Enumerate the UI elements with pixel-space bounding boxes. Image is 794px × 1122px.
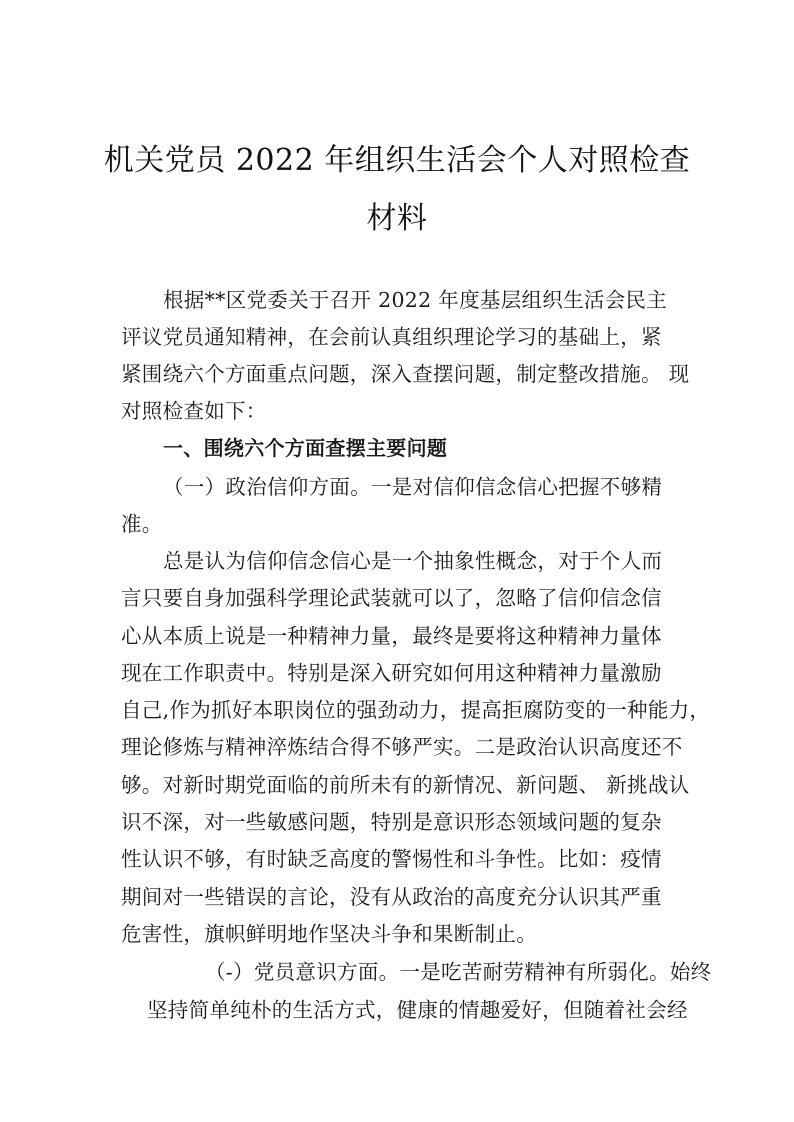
- paragraph-line: 危害性，旗帜鲜明地作坚决斗争和果断制止。: [121, 922, 537, 946]
- paragraph-line: 期间对一些错误的言论，没有从政治的高度充分认识其严重: [121, 885, 662, 909]
- paragraph-line: 言只要自身加强科学理论武装就可以了，忽略了信仰信念信: [121, 586, 662, 610]
- paragraph-line: 够。对新时期党面临的前所未有的新情况、新问题、 新挑战认: [121, 773, 690, 797]
- paragraph-line: 总是认为信仰信念信心是一个抽象性概念，对于个人而: [163, 549, 663, 573]
- paragraph-line: 自己,作为抓好本职岗位的强劲动力，提高拒腐防变的一种能力，: [121, 698, 711, 722]
- subsection-heading: （-）党员意识方面。一是吃苦耐劳精神有所弱化。始终: [205, 960, 712, 984]
- paragraph-line: 识不深，对一些敏感问题，特别是意识形态领域问题的复杂: [121, 810, 662, 834]
- paragraph-intro-line: 对照检查如下：: [121, 399, 267, 423]
- paragraph-line: 心从本质上说是一种精神力量，最终是要将这种精神力量体: [121, 624, 662, 648]
- paragraph-line: 现在工作职责中。特别是深入研究如何用这种精神力量激励: [121, 661, 662, 685]
- paragraph-intro-line: 根据**区党委关于召开 2022 年度基层组织生活会民主: [163, 288, 668, 312]
- paragraph-intro-line: 评议党员通知精神，在会前认真组织理论学习的基础上，紧: [121, 325, 662, 349]
- paragraph-line: 理论修炼与精神淬炼结合得不够严实。二是政治认识高度还不: [121, 735, 683, 759]
- paragraph-line: 坚持简单纯朴的生活方式，健康的情趣爱好，但随着社会经: [147, 998, 688, 1022]
- paragraph-intro-line: 紧围绕六个方面重点问题，深入查摆问题，制定整改措施。 现: [121, 362, 690, 386]
- document-title-line-2: 材料: [366, 201, 428, 236]
- subsection-heading: （一）政治信仰方面。一是对信仰信念信心把握不够精: [163, 475, 663, 499]
- section-heading: 一、围绕六个方面查摆主要问题: [163, 436, 448, 460]
- document-title-line-1: 机关党员 2022 年组织生活会个人对照检查: [103, 143, 691, 178]
- paragraph-line: 性认识不够，有时缺乏高度的警惕性和斗争性。比如：疫情: [121, 847, 662, 871]
- paragraph-line: 准。: [121, 512, 163, 536]
